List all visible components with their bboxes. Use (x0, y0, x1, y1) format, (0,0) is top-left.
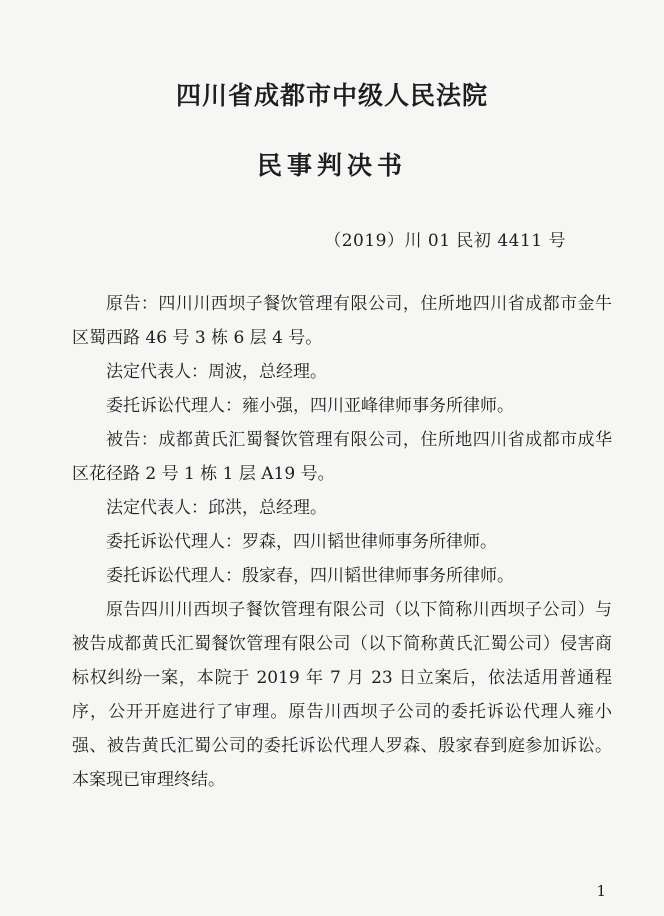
document-body (72, 287, 612, 797)
case-summary-paragraph: 原告四川川西坝子餐饮管理有限公司（以下简称川西坝子公司）与被告成都黄氏汇蜀餐饮管理有限公司（以下简称黄氏汇蜀公司）侵害商标权纠纷一案，本院于 2019 年 7 月 23 日立案后，依法适用普通程序，公开开庭进行了审理。原告川西坝子公司的委托诉讼代理人雍小强、被告黄氏汇蜀公司的委托诉讼代理人罗森、殷家春到庭参加诉讼。本案现已审理终结。 (72, 600, 612, 790)
defendant-attorney-1: 委托诉讼代理人：罗森，四川韬世律师事务所律师。 (106, 532, 497, 552)
case-number: （2019）川 01 民初 4411 号 (324, 231, 566, 251)
defendant-paragraph: 被告：成都黄氏汇蜀餐饮管理有限公司，住所地四川省成都市成华区花径路 2 号 1 栋 1 层 A19 号。 (72, 430, 612, 484)
defendant-attorney-2: 委托诉讼代理人：殷家春，四川韬世律师事务所律师。 (106, 566, 514, 586)
plaintiff-attorney: 委托诉讼代理人：雍小强，四川亚峰律师事务所律师。 (106, 396, 514, 416)
page-number: 1 (596, 882, 606, 900)
defendant-legal-representative: 法定代表人：邱洪，总经理。 (106, 498, 327, 518)
court-name: 四川省成都市中级人民法院 (175, 81, 488, 110)
plaintiff-legal-representative: 法定代表人：周波，总经理。 (106, 362, 327, 382)
plaintiff-paragraph: 原告：四川川西坝子餐饮管理有限公司，住所地四川省成都市金牛区蜀西路 46 号 3 栋 6 层 4 号。 (72, 294, 612, 348)
document-type: 民事判决书 (256, 151, 407, 180)
